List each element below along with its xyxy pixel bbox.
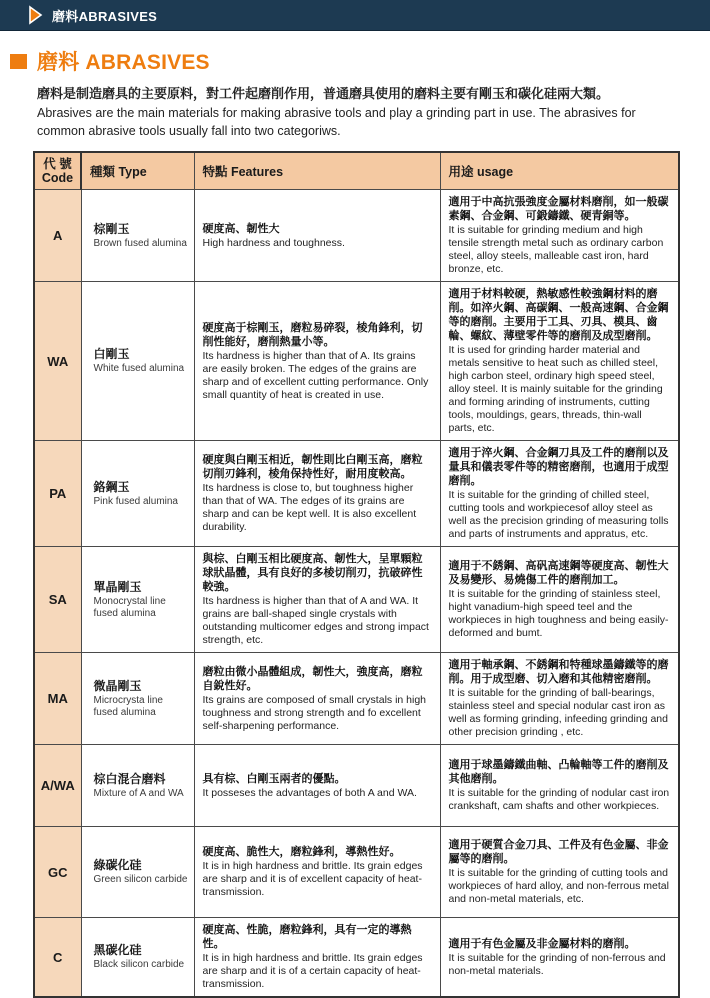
type-zh: 鉻鋼玉: [93, 479, 130, 494]
cell-code: C: [34, 918, 81, 998]
cell-type: [81, 745, 194, 827]
usage-en: It is suitable for the grinding of cutting tools and workpieces of hard alloy, and non-ferrous metal and non-metal materials, etc.: [448, 867, 669, 905]
usage-zh: 適用于不銹鋼、高矾高速鋼等硬度高、韌性大及易變形、易燒傷工件的磨削加工。: [448, 560, 669, 586]
usage-zh: 適用于軸承鋼、不銹鋼和特種球墨鑄鐵等的磨削。用于成型磨、切入磨和其他精密磨削。: [448, 659, 669, 685]
type-en: Mixture of A and WA: [93, 787, 184, 799]
cell-type: [81, 653, 194, 745]
type-en: White fused alumina: [93, 363, 185, 374]
features-en: Its hardness is higher than that of A. Its grains are easily broken. The edges of the grains are sharp and of excellent cutting performance. Only small quantity of heat is created in use.: [202, 349, 429, 401]
cell-features: [194, 827, 440, 918]
table-body: [34, 190, 679, 998]
cell-features: [194, 918, 440, 998]
type-en: Pink fused alumina: [93, 495, 178, 507]
cell-type: [81, 190, 194, 282]
features-zh: 具有棕、白剛玉兩者的優點。: [202, 772, 346, 785]
cell-type: [81, 282, 194, 441]
header-type: 種類 Type: [81, 152, 194, 190]
cell-usage: [440, 441, 679, 547]
header-features: 特點 Features: [194, 152, 440, 190]
usage-zh: 適用于材料較硬，熱敏感性較強鋼材料的磨削。如淬火鋼、高碳鋼、一般高速鋼、合金鋼等的磨削。主要用于工具、刃具、模具、齒輪、螺紋、薄壁零件等的磨削及成型磨削。: [448, 288, 669, 342]
table-row-ma: [34, 653, 679, 745]
intro-paragraph: [37, 85, 677, 140]
cell-usage: [440, 547, 679, 653]
top-bar: [0, 0, 710, 31]
features-en: It posseses the advantages of both A and WA.: [202, 786, 417, 799]
cell-code: WA: [34, 282, 81, 441]
type-zh: 微晶剛玉: [93, 678, 142, 693]
usage-en: It is suitable for grinding medium and high tensile strength metal such as ordinary carbon steel, alloy steels, malleable cast iron, hard bronze, etc.: [448, 224, 664, 275]
type-zh: 棕白混合磨料: [93, 771, 166, 786]
abrasives-table: [33, 151, 680, 998]
section-heading: [10, 46, 710, 76]
cell-features: [194, 441, 440, 547]
type-en: Monocrystal line fused alumina: [93, 595, 166, 619]
header-code-zh: 代 號: [43, 157, 72, 171]
table-row-c: [34, 918, 679, 998]
features-en: It is in high hardness and brittle. Its grain edges are sharp and it is of a certain capacity of heat-transmission.: [202, 952, 423, 990]
type-zh: 白剛玉: [93, 347, 130, 361]
intro-en: Abrasives are the main materials for making abrasive tools and play a grinding part in use. The abrasives for common abrasive tools usually fall into two categoriws.: [37, 106, 636, 138]
cell-usage: [440, 282, 679, 441]
usage-en: It is suitable for the grinding of stainless steel, hight vanadium-high speed teel and the workpieces in high toughness and being easily-deformed and bumt.: [448, 588, 669, 639]
type-en: Microcrysta line fused alumina: [93, 694, 163, 718]
features-en: Its hardness is close to, but toughness higher than that of WA. The edges of its grains are sharp and can be kept well. It is also excellent durability.: [202, 482, 417, 533]
type-en: Green silicon carbide: [93, 874, 188, 885]
features-zh: 硬度高于棕剛玉，磨粒易碎裂，棱角鋒利，切削性能好，磨削熱量小等。: [202, 321, 423, 348]
usage-en: It is suitable for the grinding of ball-bearings, stainless steel and special nodular cast iron as well as forming grinding, infeeding grinding and other precision grinding , etc.: [448, 687, 668, 738]
cell-features: [194, 653, 440, 745]
features-en: It is in high hardness and brittle. Its grain edges are sharp and it is of excellent capacity of heat-transmission.: [202, 860, 423, 898]
cell-usage: [440, 653, 679, 745]
type-zh: 黑碳化硅: [93, 943, 142, 957]
usage-zh: 適用于淬火鋼、合金鋼刀具及工件的磨削以及量具和儀表零件等的精密磨削，也適用于成型磨削。: [448, 447, 669, 487]
table-header: [34, 152, 679, 190]
table-row-pa: [34, 441, 679, 547]
cell-code: A: [34, 190, 81, 282]
page-title: 磨料 ABRASIVES: [37, 51, 210, 74]
cell-features: [194, 745, 440, 827]
usage-en: It is used for grinding harder material and metals sensitive to heat such as chilled steel, high carbon steel, ordinary high speed steel, alloy steel. It is mainly suitable for the grinding and forming arinding of instruments, cutting tools, mouldings, gears, threads, thin-wall parts, etc.: [448, 344, 663, 434]
cell-code: SA: [34, 547, 81, 653]
cell-usage: [440, 745, 679, 827]
cell-features: [194, 547, 440, 653]
cell-usage: [440, 827, 679, 918]
usage-en: It is suitable for the grinding of non-ferrous and non-metal materials.: [448, 951, 666, 977]
usage-zh: 適用于中高抗張強度金屬材料磨削，如一般碳素鋼、合金鋼、可鍛鑄鐵、硬青銅等。: [448, 196, 669, 222]
features-zh: 與棕、白剛玉相比硬度高、韌性大，呈單顆粒球狀晶體，具有良好的多棱切削刃，抗破碎性較強。: [202, 553, 423, 593]
heading-square-icon: [10, 54, 27, 69]
features-zh: 硬度高、韌性大: [202, 222, 280, 235]
cell-features: [194, 190, 440, 282]
table-row-a: [34, 190, 679, 282]
features-en: Its hardness is higher than that of A and WA. It grains are ball-shaped single crystals with outstanding multicomer edges and strong impact strength, etc.: [202, 595, 429, 646]
table-row-gc: [34, 827, 679, 918]
features-zh: 硬度高、脆性大，磨粒鋒利，導熱性好。: [202, 846, 401, 858]
table-row-sa: [34, 547, 679, 653]
cell-code: GC: [34, 827, 81, 918]
cell-code: A/WA: [34, 745, 81, 827]
cell-type: [81, 547, 194, 653]
type-zh: 綠碳化硅: [93, 858, 142, 872]
type-en: Brown fused alumina: [93, 237, 187, 249]
table-row-awa: [34, 745, 679, 827]
type-zh: 棕剛玉: [93, 221, 130, 236]
features-en: High hardness and toughness.: [202, 236, 345, 249]
features-zh: 硬度高、性脆，磨粒鋒利，具有一定的導熱性。: [202, 924, 412, 950]
usage-zh: 適用于球墨鑄鐵曲軸、凸輪軸等工件的磨削及其他磨削。: [448, 759, 669, 785]
cell-type: [81, 441, 194, 547]
table-row-wa: [34, 282, 679, 441]
cell-type: [81, 827, 194, 918]
features-zh: 磨粒由微小晶體組成，韌性大，強度高，磨粒自銳性好。: [202, 665, 423, 692]
type-zh: 單晶剛玉: [93, 579, 142, 594]
cell-features: [194, 282, 440, 441]
cell-code: PA: [34, 441, 81, 547]
top-bar-title: 磨料ABRASIVES: [52, 8, 158, 24]
type-en: Black silicon carbide: [93, 959, 185, 970]
intro-zh: 磨料是制造磨具的主要原料，對工件起磨削作用，普通磨具使用的磨料主要有剛玉和碳化硅兩大類。: [37, 86, 610, 101]
usage-zh: 適用于硬質合金刀具、工件及有色金屬、非金屬等的磨削。: [448, 839, 669, 865]
usage-zh: 適用于有色金屬及非金屬材料的磨削。: [448, 937, 636, 950]
features-en: Its grains are composed of small crystals in high toughness and strong strength and fo excellent self-sharpening performance.: [202, 693, 427, 732]
cell-code: MA: [34, 653, 81, 745]
usage-en: It is suitable for the grinding of nodular cast iron crankshaft, cam shafts and other workpieces.: [448, 787, 670, 812]
cell-type: [81, 918, 194, 998]
usage-en: It is suitable for the grinding of chilled steel, cutting tools and workpiecesof alloy steel as well as the precision grinding of measuring tolls and parts of instruments and appratus, etc.: [448, 489, 669, 540]
header-code: [34, 152, 81, 190]
cell-usage: [440, 918, 679, 998]
cell-usage: [440, 190, 679, 282]
header-code-en: Code: [41, 171, 74, 185]
arrow-icon: [28, 5, 44, 25]
header-usage: 用途 usage: [440, 152, 679, 190]
features-zh: 硬度與白剛玉相近，韌性則比白剛玉高，磨粒切削刃鋒利，棱角保持性好，耐用度較高。: [202, 454, 423, 480]
